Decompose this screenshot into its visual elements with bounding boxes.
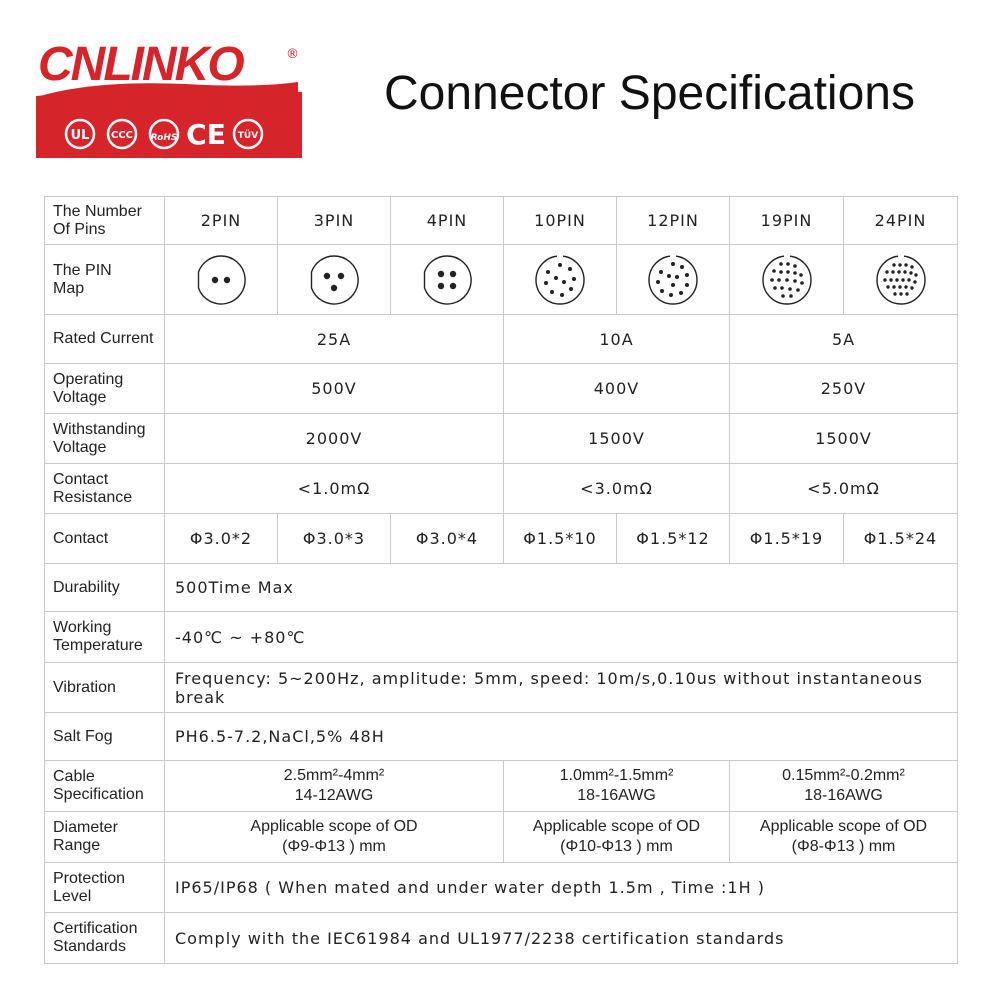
pin-map-19-icon [761,254,813,306]
contact-resistance-group-3: <5.0mΩ [730,464,958,514]
row-vibration [45,663,958,713]
working-temperature-value: -40℃ ~ +80℃ [165,612,958,663]
ul-mark: UL [70,128,90,143]
withstanding-voltage-group-3: 1500V [730,414,958,464]
pin-count-2: 2PIN [165,197,278,245]
label-cable-specification: Cable Specification [45,761,165,812]
diameter-range-group-3: Applicable scope of OD (Φ8-Φ13 ) mm [730,812,958,863]
rated-current-group-2: 10A [504,315,730,364]
pin-count-12: 12PIN [617,197,730,245]
pin-map-24-icon [875,254,927,306]
pin-map-2 [165,245,278,315]
pin-map-3-icon [308,254,360,306]
row-cable-specification [45,761,958,812]
pin-count-4: 4PIN [391,197,504,245]
label-salt-fog: Salt Fog [45,713,165,761]
row-contact [45,514,958,564]
pin-map-2-icon [195,254,247,306]
cable-spec-group-2: 1.0mm²-1.5mm² 18-16AWG [504,761,730,812]
contact-24: Φ1.5*24 [844,514,958,564]
registered-mark: ® [286,47,299,62]
contact-12: Φ1.5*12 [617,514,730,564]
pin-map-12 [617,245,730,315]
row-rated-current [45,315,958,364]
operating-voltage-group-3: 250V [730,364,958,414]
pin-map-24 [844,245,958,315]
cable-spec-group-1: 2.5mm²-4mm² 14-12AWG [165,761,504,812]
row-protection-level [45,863,958,913]
vibration-value: Frequency: 5~200Hz, amplitude: 5mm, speed: 10m/s,0.10us without instantaneous break [165,663,958,713]
row-durability [45,564,958,612]
pin-map-3 [278,245,391,315]
brand-name: CNLINKO [38,38,243,91]
ce-mark: CE [186,118,226,151]
pin-map-12-icon [647,254,699,306]
row-salt-fog [45,713,958,761]
pin-map-10-icon [534,254,586,306]
label-diameter-range: Diameter Range [45,812,165,863]
label-pin-count: The Number Of Pins [45,197,165,245]
contact-3: Φ3.0*3 [278,514,391,564]
pin-map-19 [730,245,844,315]
diameter-range-group-1: Applicable scope of OD (Φ9-Φ13 ) mm [165,812,504,863]
contact-resistance-group-1: <1.0mΩ [165,464,504,514]
cable-spec-group-3: 0.15mm²-0.2mm² 18-16AWG [730,761,958,812]
contact-resistance-group-2: <3.0mΩ [504,464,730,514]
pin-count-10: 10PIN [504,197,617,245]
brand-logo [36,34,302,158]
page-title: Connector Specifications [384,67,915,120]
label-vibration: Vibration [45,663,165,713]
label-rated-current: Rated Current [45,315,165,364]
pin-count-19: 19PIN [730,197,844,245]
durability-value: 500Time Max [165,564,958,612]
label-operating-voltage: Operating Voltage [45,364,165,414]
pin-map-4 [391,245,504,315]
withstanding-voltage-group-1: 2000V [165,414,504,464]
label-certification-standards: Certification Standards [45,913,165,964]
label-working-temperature: Working Temperature [45,612,165,663]
contact-19: Φ1.5*19 [730,514,844,564]
contact-4: Φ3.0*4 [391,514,504,564]
withstanding-voltage-group-2: 1500V [504,414,730,464]
label-contact-resistance: Contact Resistance [45,464,165,514]
rated-current-group-3: 5A [730,315,958,364]
row-pin-map [45,245,958,315]
contact-10: Φ1.5*10 [504,514,617,564]
row-operating-voltage [45,364,958,414]
pin-count-24: 24PIN [844,197,958,245]
certification-standards-value: Comply with the IEC61984 and UL1977/2238 certification standards [165,913,958,964]
row-certification-standards [45,913,958,964]
operating-voltage-group-1: 500V [165,364,504,414]
protection-level-value: IP65/IP68 ( When mated and under water depth 1.5m , Time :1H ) [165,863,958,913]
tuv-mark: TÜV [237,131,259,141]
salt-fog-value: PH6.5-7.2,NaCl,5% 48H [165,713,958,761]
row-contact-resistance [45,464,958,514]
pin-count-3: 3PIN [278,197,391,245]
diameter-range-group-2: Applicable scope of OD (Φ10-Φ13 ) mm [504,812,730,863]
label-contact: Contact [45,514,165,564]
pin-map-4-icon [421,254,473,306]
label-durability: Durability [45,564,165,612]
row-pin-count [45,197,958,245]
label-withstanding-voltage: Withstanding Voltage [45,414,165,464]
row-diameter-range [45,812,958,863]
label-pin-map: The PIN Map [45,245,165,315]
ccc-mark: CCC [110,130,134,141]
row-withstanding-voltage [45,414,958,464]
rohs-mark: RoHS [150,133,178,143]
pin-map-10 [504,245,617,315]
spec-table [44,196,958,964]
row-working-temperature [45,612,958,663]
label-protection-level: Protection Level [45,863,165,913]
operating-voltage-group-2: 400V [504,364,730,414]
rated-current-group-1: 25A [165,315,504,364]
contact-2: Φ3.0*2 [165,514,278,564]
